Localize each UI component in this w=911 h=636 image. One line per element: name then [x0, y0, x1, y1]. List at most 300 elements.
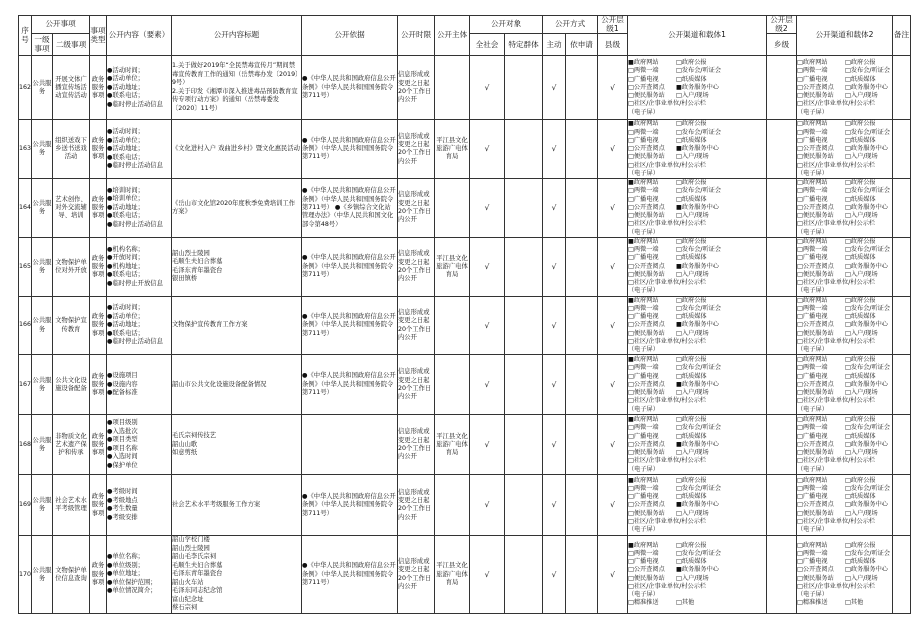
channel-option: （电子屏）	[628, 228, 659, 236]
row-subject	[435, 179, 470, 238]
row-check-township	[767, 120, 797, 179]
channel-option: （电子屏）	[797, 228, 828, 236]
channel-option: （电子屏）	[628, 591, 659, 599]
row-check-active: √	[543, 355, 566, 415]
channel-option: □公开查阅点	[628, 566, 665, 574]
channel-option: □发布会/听证会	[845, 128, 891, 136]
content-element: ●活动时间；	[107, 66, 144, 74]
channel-option: ■政府网站	[628, 476, 659, 484]
header-level1-group: 公开层级1	[598, 16, 628, 34]
channel-option: □社区/企事业单位/村公示栏	[797, 220, 876, 228]
header-level2-group: 公开层级2	[767, 16, 797, 34]
row-type: 政务服务事项	[90, 415, 107, 475]
content-title: 韶山火车站	[172, 578, 204, 586]
content-title: 韶山烈士陵园	[172, 249, 210, 257]
row-seq: 162	[19, 56, 32, 120]
channel-option: □政府网站	[797, 541, 828, 549]
channel-option: ■政府网站	[628, 356, 659, 364]
channel-option: （电子屏）	[628, 108, 659, 116]
row-channel2	[797, 536, 893, 614]
row-check-all: √	[470, 355, 505, 415]
content-element: ●联系电话；	[107, 329, 144, 337]
channel-option: □纸质媒体	[676, 195, 707, 203]
content-element: ●考级地点	[107, 496, 138, 504]
channel-option: □两微一端	[628, 364, 659, 372]
row-l2: 文物保护宣传教育	[53, 296, 90, 355]
channel-option: ■政务服务中心	[676, 321, 719, 329]
content-title: 2.关于印发《湘潭市深入推进毒品预防教育宣传专项行动方案》的通知（岳禁毒委发〔2020〕11号）	[172, 87, 298, 112]
content-element: ●开放时间；	[107, 254, 144, 262]
row-time: 信息形成或变更之日起20个工作日内公开	[398, 415, 435, 475]
channel-option: □政务服务中心	[845, 566, 888, 574]
row-check-county: √	[598, 120, 628, 179]
channel-option: □社区/企事业单位/村公示栏	[628, 279, 707, 287]
content-element: ●单位地址；	[107, 570, 144, 578]
row-remark	[893, 179, 911, 238]
row-subject: 平江县文化旅游广电体育局	[435, 536, 470, 614]
table-row	[19, 56, 911, 120]
channel-option: （电子屏）	[797, 108, 828, 116]
channel-option: ■政务服务中心	[676, 203, 719, 211]
row-time: 信息形成或变更之日起20个工作日内公开	[398, 237, 435, 296]
content-title: 韶山学校门楼	[172, 536, 210, 544]
row-check-county: √	[598, 296, 628, 355]
row-check-active: √	[543, 179, 566, 238]
content-title: 《岳山市文化馆2020年度秋季免费培训工作方案》	[172, 199, 296, 216]
channel-option: □入户/现场	[845, 329, 878, 337]
channel-option: □政府公报	[676, 296, 707, 304]
row-title	[172, 296, 302, 355]
channel-option: □入户/现场	[845, 270, 878, 278]
channel-option: □入户/现场	[676, 329, 709, 337]
channel-option: □广播电视	[628, 493, 659, 501]
channel-option: □纸质媒体	[845, 195, 876, 203]
row-check-specific	[505, 56, 543, 120]
row-content	[107, 237, 172, 296]
row-title	[172, 237, 302, 296]
channel-option: ■政务服务中心	[676, 145, 719, 153]
channel-option: □纸质媒体	[845, 136, 876, 144]
channel-option: □政府公报	[845, 356, 876, 364]
channel-option: □发布会/听证会	[845, 246, 891, 254]
row-check-all: √	[470, 56, 505, 120]
channel-option: □公开查阅点	[628, 501, 665, 509]
row-check-county: √	[598, 475, 628, 536]
channel-option: （电子屏）	[797, 346, 828, 354]
channel-option: □便民服务站	[797, 574, 834, 582]
channel-option: □入户/现场	[676, 449, 709, 457]
table-body	[19, 56, 911, 614]
row-check-township	[767, 56, 797, 120]
row-channel1	[628, 475, 767, 536]
content-element: ●联系电话；	[107, 212, 144, 220]
channel-option: □入户/现场	[676, 389, 709, 397]
channel-option: □政府公报	[845, 179, 876, 187]
channel-option: □两微一端	[797, 246, 828, 254]
channel-option: （电子屏）	[628, 465, 659, 473]
row-channel2	[797, 415, 893, 475]
content-title: 文物保护宣传教育工作方案	[172, 321, 248, 329]
header-content: 公开内容（要素）	[107, 16, 172, 56]
channel-option: □广播电视	[628, 432, 659, 440]
row-title	[172, 56, 302, 120]
channel-option: □公开查阅点	[797, 203, 834, 211]
channel-option: □发布会/听证会	[676, 246, 722, 254]
channel-option: □其他	[845, 599, 864, 607]
channel-option: □入户/现场	[845, 212, 878, 220]
row-check-all: √	[470, 475, 505, 536]
channel-option: □两微一端	[797, 187, 828, 195]
row-time: 信息形成或变更之日起20个工作日内公开	[398, 296, 435, 355]
content-element: ●入选批次	[107, 427, 138, 435]
row-l1: 公共服务	[32, 56, 53, 120]
channel-option: □广播电视	[797, 313, 828, 321]
channel-option: □便民服务站	[628, 212, 665, 220]
channel-option: □政府公报	[845, 59, 876, 67]
content-element: ●配备标准	[107, 389, 138, 397]
row-check-specific	[505, 296, 543, 355]
channel-option: □政府公报	[676, 59, 707, 67]
channel-option: □纸质媒体	[845, 432, 876, 440]
channel-option: □便民服务站	[628, 329, 665, 337]
channel-option: □公开查阅点	[628, 262, 665, 270]
row-check-all: √	[470, 296, 505, 355]
channel-option: □社区/企事业单位/村公示栏	[628, 337, 707, 345]
channel-option: □社区/企事业单位/村公示栏	[628, 220, 707, 228]
channel-option: □两微一端	[628, 484, 659, 492]
row-content	[107, 296, 172, 355]
row-check-all: √	[470, 237, 505, 296]
channel-option: □广播电视	[628, 558, 659, 566]
row-channel1	[628, 56, 767, 120]
row-check-township	[767, 355, 797, 415]
row-channel2	[797, 179, 893, 238]
channel-option: □社区/企事业单位/村公示栏	[628, 582, 707, 590]
content-title: 社会艺术水平考级服务工作方案	[172, 501, 261, 509]
content-title: 韶山毛李氏宗祠	[172, 553, 217, 561]
channel-option: □发布会/听证会	[676, 304, 722, 312]
header-township: 乡级	[767, 34, 797, 56]
row-l1: 公共服务	[32, 296, 53, 355]
row-type: 政务服务事项	[90, 475, 107, 536]
row-check-county: √	[598, 415, 628, 475]
channel-option: □广播电视	[797, 75, 828, 83]
channel-option: □政务服务中心	[845, 203, 888, 211]
content-element: ●机构名称；	[107, 245, 144, 253]
table-row	[19, 415, 911, 475]
row-remark	[893, 56, 911, 120]
row-check-apply	[566, 237, 598, 296]
channel-option: □政府公报	[845, 120, 876, 128]
row-type: 政务服务事项	[90, 179, 107, 238]
row-l1: 公共服务	[32, 179, 53, 238]
row-l2: 开展文体广播宣传场活动宣传活动	[53, 56, 90, 120]
channel-option: ■政务服务中心	[676, 566, 719, 574]
row-subject: 平江县文化旅游广电体育局	[435, 120, 470, 179]
row-check-all: √	[470, 536, 505, 614]
header-channel2: 公开渠道和载体2	[797, 16, 893, 56]
row-l2: 文物保护单位信息查询	[53, 536, 90, 614]
channel-option: □纸质媒体	[845, 493, 876, 501]
row-channel1	[628, 415, 767, 475]
channel-option: □广播电视	[797, 254, 828, 262]
content-title: 富山纪念址	[172, 595, 204, 603]
channel-option: □社区/企事业单位/村公示栏	[797, 517, 876, 525]
header-apply: 依申请	[566, 34, 598, 56]
row-content	[107, 179, 172, 238]
content-title: 毛泽东青年墨瓷台	[172, 570, 223, 578]
content-element: ●临时停止活动信息	[107, 162, 163, 170]
row-channel1	[628, 296, 767, 355]
row-subject: 平江县文化旅游广电体育局	[435, 415, 470, 475]
channel-option: ■政务服务中心	[676, 380, 719, 388]
channel-option: □入户/现场	[845, 153, 878, 161]
content-title: 韶山烈士陵园	[172, 544, 210, 552]
channel-option: □便民服务站	[628, 574, 665, 582]
header-seq: 序号	[19, 16, 32, 56]
content-element: ●活动地址；	[107, 83, 144, 91]
channel-option: ■政府网站	[628, 296, 659, 304]
channel-option: □政务服务中心	[845, 321, 888, 329]
channel-option: ■政府网站	[628, 237, 659, 245]
row-check-active: √	[543, 415, 566, 475]
content-element: ●临时停止活动信息	[107, 338, 163, 346]
content-element: ●活动单位；	[107, 312, 144, 320]
channel-option: （电子屏）	[797, 169, 828, 177]
table-row	[19, 179, 911, 238]
channel-option: ■政务服务中心	[676, 501, 719, 509]
row-subject	[435, 355, 470, 415]
row-remark	[893, 355, 911, 415]
row-check-specific	[505, 237, 543, 296]
channel-option: □广播电视	[797, 136, 828, 144]
channel-option: □便民服务站	[797, 449, 834, 457]
channel-option: □其他	[676, 599, 695, 607]
header-item-group: 公开事项	[32, 16, 90, 34]
row-subject: 平江县文化旅游广电体育局	[435, 237, 470, 296]
channel-option: □纸质媒体	[676, 432, 707, 440]
channel-option: □入户/现场	[845, 389, 878, 397]
row-check-specific	[505, 415, 543, 475]
row-check-active: √	[543, 56, 566, 120]
content-title: 毛顺生夫妇合葬墓	[172, 258, 223, 266]
channel-option: □便民服务站	[628, 509, 665, 517]
channel-option: □公开查阅点	[797, 380, 834, 388]
row-l1: 公共服务	[32, 475, 53, 536]
row-content	[107, 475, 172, 536]
row-basis: ●《中华人民共和国政府信息公开条例》（中华人民共和国国务院令第711号） ●《乡镇综合文化站管理办法》（中华人民共和国文化部令第48号）	[302, 179, 398, 238]
row-check-all: √	[470, 120, 505, 179]
channel-option: □社区/企事业单位/村公示栏	[628, 161, 707, 169]
channel-option: □公开查阅点	[628, 321, 665, 329]
channel-option: □纸质媒体	[845, 558, 876, 566]
channel-option: □政务服务中心	[845, 380, 888, 388]
channel-option: □政府网站	[797, 179, 828, 187]
row-basis: ●《中华人民共和国政府信息公开条例》（中华人民共和国国务院令第711号）	[302, 120, 398, 179]
row-check-county: √	[598, 237, 628, 296]
channel-option: □两微一端	[628, 549, 659, 557]
row-seq: 163	[19, 120, 32, 179]
row-remark	[893, 237, 911, 296]
content-element: ●活动地址；	[107, 203, 144, 211]
row-type: 政务服务事项	[90, 120, 107, 179]
row-time: 信息形成或变更之日起20个工作日内公开	[398, 536, 435, 614]
channel-option: □纸质媒体	[845, 254, 876, 262]
row-check-apply	[566, 536, 598, 614]
row-subject	[435, 56, 470, 120]
row-content	[107, 415, 172, 475]
channel-option: □两微一端	[628, 187, 659, 195]
row-l1: 公共服务	[32, 355, 53, 415]
row-check-active: √	[543, 237, 566, 296]
content-element: ●培训单位；	[107, 195, 144, 203]
channel-option: （电子屏）	[797, 591, 828, 599]
channel-option: □发布会/听证会	[845, 187, 891, 195]
channel-option: □两微一端	[797, 304, 828, 312]
channel-option: □发布会/听证会	[845, 304, 891, 312]
channel-option: □便民服务站	[797, 389, 834, 397]
row-channel2	[797, 56, 893, 120]
channel-option: □政府网站	[797, 237, 828, 245]
header-all: 全社会	[470, 34, 505, 56]
row-check-township	[767, 296, 797, 355]
channel-option: □两微一端	[797, 549, 828, 557]
row-title	[172, 355, 302, 415]
row-remark	[893, 415, 911, 475]
row-channel2	[797, 296, 893, 355]
row-subject	[435, 475, 470, 536]
row-check-apply	[566, 120, 598, 179]
channel-option: □入户/现场	[676, 212, 709, 220]
row-check-county: √	[598, 355, 628, 415]
row-seq: 169	[19, 475, 32, 536]
channel-option: □广播电视	[628, 254, 659, 262]
channel-option: □政务服务中心	[845, 262, 888, 270]
content-title: 毛泽东同志纪念馆	[172, 587, 223, 595]
channel-option: □纸质媒体	[676, 558, 707, 566]
channel-option: □政府网站	[797, 296, 828, 304]
channel-option: ■政务服务中心	[676, 262, 719, 270]
row-title	[172, 536, 302, 614]
channel-option: □两微一端	[628, 128, 659, 136]
channel-option: （电子屏）	[628, 287, 659, 295]
channel-option: □两微一端	[797, 424, 828, 432]
channel-option: □纸质媒体	[845, 313, 876, 321]
row-title	[172, 475, 302, 536]
row-check-apply	[566, 415, 598, 475]
channel-option: □纸质媒体	[845, 372, 876, 380]
channel-option: （电子屏）	[797, 526, 828, 534]
row-l2: 组织送戏下乡送书送戏活动	[53, 120, 90, 179]
header-remark: 备注	[893, 16, 911, 56]
content-element: ●联系电话；	[107, 271, 144, 279]
channel-option: □公开查阅点	[797, 321, 834, 329]
channel-option: □广播电视	[797, 493, 828, 501]
channel-option: ■政务服务中心	[676, 83, 719, 91]
channel-option: □发布会/听证会	[676, 128, 722, 136]
row-seq: 167	[19, 355, 32, 415]
row-basis: ●《中华人民共和国政府信息公开条例》（中华人民共和国国务院令第711号）	[302, 536, 398, 614]
row-time: 信息形成或变更之日起20个工作日内公开	[398, 56, 435, 120]
row-basis	[302, 415, 398, 475]
channel-option: □纸质媒体	[845, 75, 876, 83]
row-check-apply	[566, 475, 598, 536]
row-title	[172, 415, 302, 475]
content-element: ●活动地址；	[107, 321, 144, 329]
header-active: 主动	[543, 34, 566, 56]
row-content	[107, 536, 172, 614]
channel-option: □发布会/听证会	[845, 484, 891, 492]
content-element: ●单位级别；	[107, 561, 144, 569]
row-seq: 170	[19, 536, 32, 614]
content-element: ●临时停止活动信息	[107, 220, 163, 228]
row-title	[172, 120, 302, 179]
header-l1: 一级事项	[32, 34, 53, 56]
channel-option: □公开查阅点	[797, 440, 834, 448]
channel-option: □政务服务中心	[845, 440, 888, 448]
channel-option: □社区/企事业单位/村公示栏	[797, 161, 876, 169]
channel-option: （电子屏）	[797, 405, 828, 413]
content-title: 毛氏宗祠传技艺	[172, 432, 217, 440]
channel-option: □政务服务中心	[845, 83, 888, 91]
row-l1: 公共服务	[32, 120, 53, 179]
channel-option: □入户/现场	[676, 574, 709, 582]
header-target-group: 公开对象	[470, 16, 543, 34]
channel-option: □政府网站	[797, 356, 828, 364]
row-remark	[893, 296, 911, 355]
header-channel1: 公开渠道和载体1	[628, 16, 767, 56]
channel-option: □发布会/听证会	[676, 364, 722, 372]
channel-option: □入户/现场	[845, 509, 878, 517]
row-check-township	[767, 536, 797, 614]
channel-option: □社区/企事业单位/村公示栏	[628, 100, 707, 108]
row-l2: 社会艺术水平考级管理	[53, 475, 90, 536]
content-title: 毛泽东青年墨瓷台	[172, 266, 223, 274]
row-check-apply	[566, 56, 598, 120]
channel-option: □政府公报	[845, 476, 876, 484]
header-method-group: 公开方式	[543, 16, 598, 34]
channel-option: □发布会/听证会	[845, 549, 891, 557]
row-channel2	[797, 237, 893, 296]
row-check-township	[767, 179, 797, 238]
channel-option: □发布会/听证会	[845, 424, 891, 432]
channel-option: □入户/现场	[676, 92, 709, 100]
channel-option: □社区/企事业单位/村公示栏	[797, 397, 876, 405]
channel-option: □入户/现场	[676, 270, 709, 278]
row-check-specific	[505, 475, 543, 536]
channel-option: ■政府网站	[628, 59, 659, 67]
channel-option: （电子屏）	[797, 287, 828, 295]
row-seq: 168	[19, 415, 32, 475]
channel-option: □公开查阅点	[628, 145, 665, 153]
channel-option: □便民服务站	[797, 270, 834, 278]
content-element: ●机构地址；	[107, 262, 144, 270]
channel-option: □入户/现场	[845, 574, 878, 582]
content-element: ●考级时间	[107, 488, 138, 496]
channel-option: □广播电视	[628, 136, 659, 144]
channel-option: □政府公报	[676, 179, 707, 187]
channel-option: □政府网站	[797, 120, 828, 128]
content-element: ●活动时间；	[107, 128, 144, 136]
row-channel1	[628, 179, 767, 238]
row-remark	[893, 120, 911, 179]
channel-option: □便民服务站	[797, 329, 834, 337]
content-element: ●单位保护范围；	[107, 578, 157, 586]
row-remark	[893, 536, 911, 614]
channel-option: □公开查阅点	[797, 501, 834, 509]
content-element: ●活动地址；	[107, 145, 144, 153]
row-subject	[435, 296, 470, 355]
